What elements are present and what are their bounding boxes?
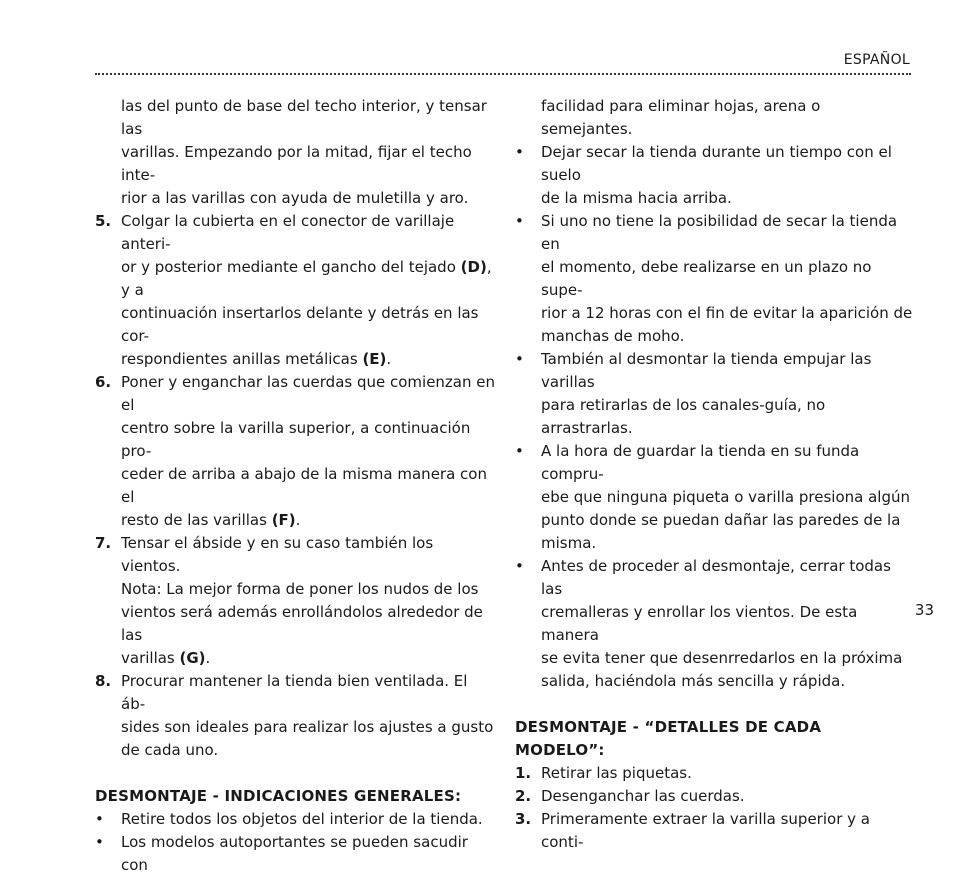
list-item — [95, 371, 495, 532]
bullet-item — [515, 555, 915, 693]
continued-paragraph — [515, 95, 915, 141]
text-line: varillas. Empezando por la mitad, fijar el techo inte- — [121, 143, 472, 184]
item-number: 6. — [95, 373, 112, 391]
text-line: cremalleras y enrollar los vientos. De esta manera — [541, 603, 858, 644]
list-item — [95, 532, 495, 670]
text-line: ceder de arriba a abajo de la misma manera con el — [121, 465, 487, 506]
left-column — [95, 95, 495, 877]
text-line: rior a las varillas con ayuda de muletilla y aro. — [121, 189, 469, 207]
bullet-icon: • — [515, 557, 524, 575]
text-line: Dejar secar la tienda durante un tiempo con el suelo — [541, 143, 892, 184]
bullet-icon: • — [515, 143, 524, 161]
text-line: Si uno no tiene la posibilidad de secar la tienda en — [541, 212, 898, 253]
text-line: Retire todos los objetos del interior de la tienda. — [121, 810, 483, 828]
continued-paragraph — [95, 95, 495, 210]
list-item — [95, 670, 495, 762]
text-line: rior a 12 horas con el fin de evitar la aparición de — [541, 304, 913, 322]
text-line: continuación insertarlos delante y detrás en las cor- — [121, 304, 479, 345]
item-number: 2. — [515, 787, 532, 805]
text-line: También al desmontar la tienda empujar las varillas — [541, 350, 872, 391]
bullet-icon: • — [95, 810, 104, 828]
text-line: Primeramente extraer la varilla superior y a conti- — [541, 810, 870, 851]
text-line: respondientes anillas metálicas (E). — [121, 350, 392, 368]
bullet-icon: • — [515, 350, 524, 368]
text-line: ebe que ninguna piqueta o varilla presiona algún — [541, 488, 910, 506]
text-line: sides son ideales para realizar los ajustes a gusto — [121, 718, 494, 736]
text-line: centro sobre la varilla superior, a continuación pro- — [121, 419, 471, 460]
text-line: vientos será además enrollándolos alrededor de las — [121, 603, 483, 644]
text-line: Retirar las piquetas. — [541, 764, 692, 782]
page-number: 33 — [914, 601, 934, 619]
text-line: Procurar mantener la tienda bien ventilada. El áb- — [121, 672, 468, 713]
bullet-icon: • — [515, 442, 524, 460]
bullet-item — [95, 808, 495, 831]
text-line: punto donde se puedan dañar las paredes de la — [541, 511, 901, 529]
text-line: Desenganchar las cuerdas. — [541, 787, 745, 805]
language-label: ESPAÑOL — [843, 52, 910, 68]
text-line: A la hora de guardar la tienda en su funda compru- — [541, 442, 860, 483]
item-number: 5. — [95, 212, 112, 230]
text-line: salida, haciéndola más sencilla y rápida. — [541, 672, 846, 690]
bullet-item — [515, 210, 915, 348]
bullet-item — [95, 831, 495, 877]
text-line: resto de las varillas (F). — [121, 511, 301, 529]
section-heading: DESMONTAJE - INDICACIONES GENERALES: — [95, 787, 462, 805]
bullet-item — [515, 141, 915, 210]
text-line: el momento, debe realizarse en un plazo no supe- — [541, 258, 872, 299]
text-line: Poner y enganchar las cuerdas que comienzan en el — [121, 373, 496, 414]
dotted-divider — [95, 73, 911, 75]
text-line: facilidad para eliminar hojas, arena o semejantes. — [541, 97, 821, 138]
text-line: Tensar el ábside y en su caso también los vientos. — [121, 534, 434, 575]
text-line: varillas (G). — [121, 649, 211, 667]
text-line: Nota: La mejor forma de poner los nudos de los — [121, 580, 479, 598]
text-line: misma. — [541, 534, 597, 552]
text-line: Antes de proceder al desmontaje, cerrar todas las — [541, 557, 891, 598]
text-line: para retirarlas de los canales-guía, no arrastrarlas. — [541, 396, 826, 437]
bullet-item — [515, 440, 915, 555]
item-number: 1. — [515, 764, 532, 782]
item-number: 3. — [515, 810, 532, 828]
bullet-icon: • — [515, 212, 524, 230]
section-heading: DESMONTAJE - “DETALLES DE CADA MODELO”: — [515, 718, 822, 759]
bullet-item — [515, 348, 915, 440]
text-line: se evita tener que desenrredarlos en la próxima — [541, 649, 903, 667]
text-line: manchas de moho. — [541, 327, 685, 345]
item-number: 7. — [95, 534, 112, 552]
text-line: de cada uno. — [121, 741, 219, 759]
list-item — [515, 762, 915, 785]
text-line: Colgar la cubierta en el conector de varillaje anteri- — [121, 212, 455, 253]
item-number: 8. — [95, 672, 112, 690]
text-line: or y posterior mediante el gancho del tejado (D), y a — [121, 258, 492, 299]
text-line: Los modelos autoportantes se pueden sacudir con — [121, 833, 468, 874]
list-item — [515, 808, 915, 854]
list-item — [95, 210, 495, 371]
text-line: las del punto de base del techo interior, y tensar las — [121, 97, 487, 138]
right-column — [515, 95, 915, 854]
text-line: de la misma hacia arriba. — [541, 189, 732, 207]
bullet-icon: • — [95, 833, 104, 851]
list-item — [515, 785, 915, 808]
